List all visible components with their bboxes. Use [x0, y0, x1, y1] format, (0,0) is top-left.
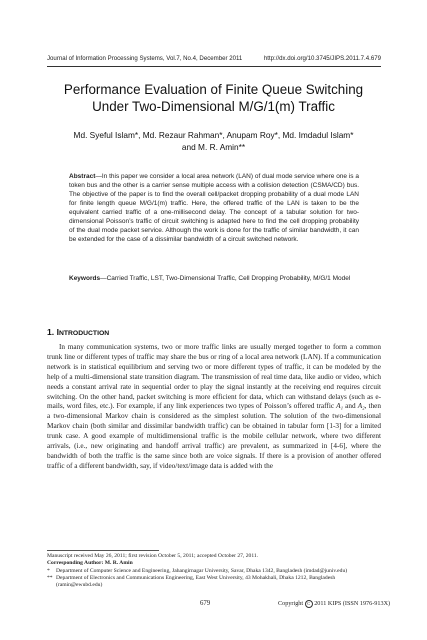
- footnote-mark-1: *: [47, 567, 50, 574]
- body-paragraph: [47, 343, 381, 472]
- keywords-text: —Carried Traffic, LST, Two-Dimensional Traffic, Cell Dropping Probability, M/G/1 Model: [100, 275, 351, 282]
- copyright-notice: [278, 600, 390, 608]
- header-divider: [47, 66, 381, 67]
- authors-line-2: and M. R. Amin**: [181, 141, 246, 152]
- body-and: and: [343, 402, 358, 411]
- copyright-prefix: Copyright: [278, 600, 304, 607]
- section-first-letter: I: [56, 327, 59, 337]
- math-a1: A₁: [336, 402, 344, 411]
- footnote-divider: [47, 550, 159, 551]
- paper-title: [40, 82, 387, 115]
- section-title-rest: NTRODUCTION: [58, 330, 110, 337]
- section-number: 1.: [47, 327, 55, 337]
- math-a2: A₂: [357, 402, 365, 411]
- page-number: 679: [200, 600, 211, 607]
- title-line-2: Under Two-Dimensional M/G/1(m) Traffic: [92, 98, 335, 114]
- footnote-text-2: Department of Electronics and Communications Engineering, East West University, 43 Mohakhali, Dhaka 1212, Bangladesh (ramin@ewubd.edu): [56, 574, 336, 589]
- corresponding-author: Corresponding Author: M. R. Amin: [47, 560, 133, 567]
- footnote-text-1: Department of Computer Science and Engineering, Jahangirnagar University, Savar, Dhaka 1342, Bangladesh (imdad@juniv.edu): [56, 567, 348, 574]
- footnotes: [47, 553, 381, 589]
- journal-citation: Journal of Information Processing Systems, Vol.7, No.4, December 2011: [47, 55, 243, 62]
- copyright-suffix: 2011 KIPS (ISSN 1976-913X): [314, 600, 391, 607]
- section-heading: [47, 327, 109, 337]
- footnote-affiliation-2: [47, 575, 381, 590]
- title-line-1: Performance Evaluation of Finite Queue Switching: [63, 82, 364, 97]
- manuscript-dates: Manuscript received May 26, 2011; first revision October 5, 2011; accepted October 27, 2011.: [47, 553, 259, 559]
- keywords-label: Keywords: [69, 275, 101, 282]
- keywords: [69, 275, 359, 284]
- author-list: [40, 130, 387, 153]
- footnote-affiliation-1: [47, 568, 381, 575]
- footnote-mark-2: **: [47, 574, 53, 581]
- doi-link[interactable]: http://dx.doi.org/10.3745/JIPS.2011.7.4.679: [263, 55, 381, 62]
- abstract-text: —In this paper we consider a local area network (LAN) of dual mode service where one is a token bus and the other is a carrier sense multiple access with a collision detection (CSMA/CD) bus. The objective of the paper is to find the overall cell/packet dropping probability of a dual mode LAN for finite length queue M/G/1(m) traffic. Here, the offered traffic of the LAN is taken to be the equivalent carried traffic of a one-millisecond delay. The concept of a tabular solution for two-dimensional Poisson’s traffic of circuit switching is adapted here to find the cell dropping probability of the dual mode packet service. Although the work is done for the traffic of similar bandwidth, it can be extended for the case of a dissimilar bandwidth of a circuit switched network.: [69, 173, 359, 243]
- body-text-part-2: , then a two-dimensional Markov chain is considered as the simplest solution. The solution of the two-dimensional Markov chain (both similar and dissimilar bandwidth traffic) can be obtained in tabular form [1-3] for a limited trunk case. A good example of multidimensional traffic is the mobile cellular network, where two different arrivals, (i.e., new originating and handoff arrival traffic) are prevalent, as summarized in [4-6], where the bandwidth of both the traffic is the same since both are voice signals. If there is a provision of another offered traffic of a different bandwidth, say, if video/text/image data is added with the: [47, 402, 382, 470]
- authors-line-1: Md. Syeful Islam*, Md. Rezaur Rahman*, Anupam Roy*, Md. Imdadul Islam*: [73, 130, 354, 140]
- body-text-part-1: In many communication systems, two or more traffic links are usually merged together to form a common trunk line or different types of traffic may share the bus or ring of a local area network (LAN). If a communication network is in statistical equilibrium and serving two or more different types of traffic, it can be modeled by the help of a multi-dimensional state transition diagram. The transmission of real time data, like audio or video, which needs a constant arrival rate in sequential order to play the signal instantly at the receiving end requires circuit switching. On the other hand, packet switching is more efficient for data, which can withstand delays (such as e-mails, word files, etc.). For example, if any link experiences two types of Poisson’s offered traffic: [47, 343, 381, 411]
- copyright-icon: C: [305, 600, 313, 608]
- running-header: [47, 55, 381, 62]
- abstract: [69, 173, 359, 245]
- abstract-label: Abstract: [69, 173, 96, 180]
